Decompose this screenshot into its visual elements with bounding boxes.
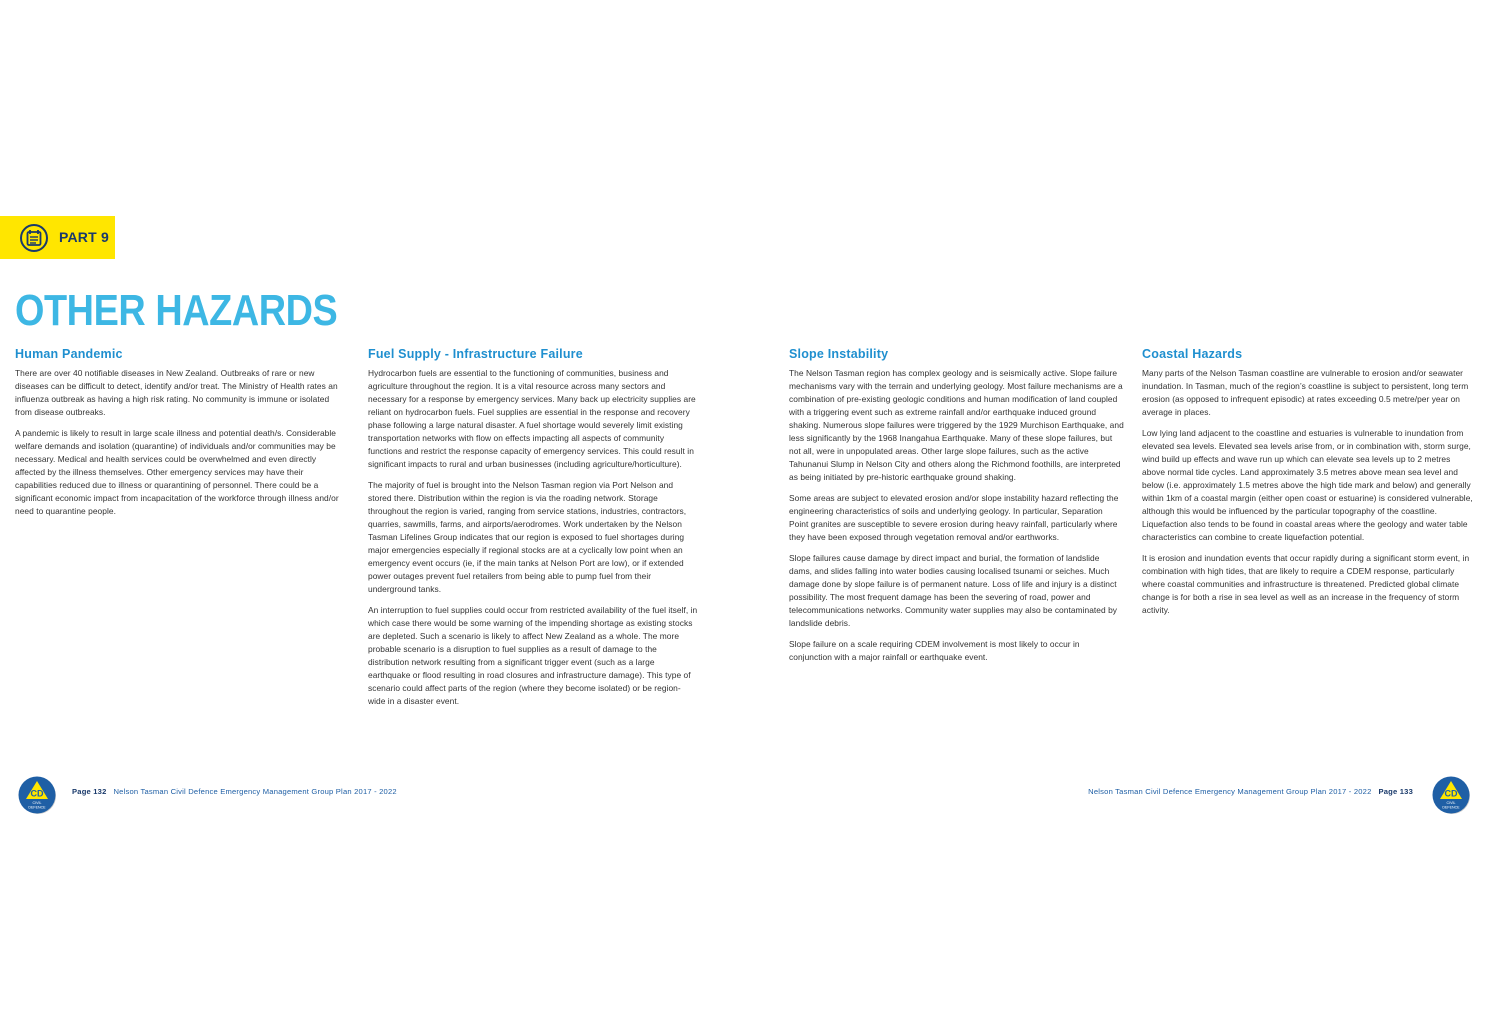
page-title: OTHER HAZARDS bbox=[15, 286, 338, 335]
footer-left bbox=[72, 787, 397, 796]
paragraph: Low lying land adjacent to the coastline and estuaries is vulnerable to inundation from elevated sea levels. Elevated sea levels arise from, or in combination with, storm surge, wind build up effects and wave run up which can elevate sea levels up to 2 metres above normal tide cycles. Land approximately 3.5 metres above mean sea level and below (i.e. approximately 1.5 metres above the high tide mark and below) and generally within 1km of a coastal margin (either open coast or estuarine) is considered vulnerable, although this would be influenced by the particular topography of the coastline. Liquefaction also tends to be found in coastal areas where the geology and water table characteristics can combine to create liquefaction potential. bbox=[1142, 428, 1473, 542]
footer-right bbox=[1088, 787, 1413, 796]
paragraph: Slope failures cause damage by direct impact and burial, the formation of landslide dams, and slides falling into water bodies causing localised tsunami or seiches. Much damage done by slope failure is of permanent nature. Loss of life and injury is a distinct possibility. The most frequent damage has been the severing of road, power and telecommunications networks. Community water supplies may also be contaminated by landslide debris. bbox=[789, 553, 1118, 628]
section-heading: Fuel Supply - Infrastructure Failure bbox=[368, 347, 583, 361]
footer-doc-title: Nelson Tasman Civil Defence Emergency Management Group Plan 2017 - 2022 bbox=[1088, 787, 1372, 796]
section-heading: Slope Instability bbox=[789, 347, 889, 361]
civil-defence-logo-icon bbox=[17, 775, 57, 815]
paragraph: It is erosion and inundation events that occur rapidly during a significant storm event, in combination with high tides, that are likely to require a CDEM response, particularly where coastal communities and infrastructure is threatened. Predicted global climate change is for both a rise in sea level as well as an increase in the frequency of storm activity. bbox=[1142, 553, 1470, 615]
section-heading: Human Pandemic bbox=[15, 347, 123, 361]
paragraph: Hydrocarbon fuels are essential to the functioning of communities, business and agriculture throughout the region. It is a vital resource across many sectors and necessary for a response by emergency services. Many back up electricity supplies are reliant on hydrocarbon fuels. Fuel supplies are essential in the response and recovery phase following a large natural disaster. A fuel shortage would severely limit existing transportation networks with flow on effects impacting all aspects of community functions and restrict the response capacity of emergency services. This could result in significant impacts to rural and urban businesses (including agriculture/horticulture). bbox=[368, 368, 696, 469]
paragraph: Some areas are subject to elevated erosion and/or slope instability hazard reflecting the engineering characteristics of soils and underlying geology. In particular, Separation Point granites are susceptible to severe erosion during heavy rainfall, particularly where they have been exposed through vegetation removal and/or earthworks. bbox=[789, 493, 1119, 542]
paragraph: An interruption to fuel supplies could occur from restricted availability of the fuel itself, in which case there would be some warning of the impending shortage as existing stocks are depleted. Such a scenario is likely to affect New Zealand as a whole. The more probable scenario is a disruption to fuel supplies as a result of damage to the distribution network resulting from a significant trigger event (such as a large earthquake or flood resulting in road closures and infrastructure damage). This type of scenario could affect parts of the region (where they become isolated) or be region-wide in a disaster event. bbox=[368, 605, 698, 706]
document-list-icon bbox=[20, 224, 48, 252]
paragraph: The majority of fuel is brought into the Nelson Tasman region via Port Nelson and stored there. Distribution within the region is via the roading network. Storage throughout the region is varied, ranging from service stations, industries, contractors, quarries, sawmills, farms, and airports/aerodromes. Work undertaken by the Nelson Tasman Lifelines Group indicates that our region is exposed to fuel shortages during major emergencies especially if regional stocks are at a cyclically low point when an emergency event occurs (ie, if the main tanks at Nelson Port are low), or if extended power outages prevent fuel retailers from being able to pump fuel from their underground tanks. bbox=[368, 480, 687, 594]
svg-text:CIVIL: CIVIL bbox=[32, 801, 42, 805]
paragraph: There are over 40 notifiable diseases in New Zealand. Outbreaks of rare or new diseases can be difficult to detect, identify and/or treat. The Ministry of Health rates an influenza outbreak as having a high risk rating. No community is immune or isolated from disease outbreaks. bbox=[15, 368, 338, 417]
paragraph: The Nelson Tasman region has complex geology and is seismically active. Slope failure mechanisms vary with the terrain and underlying geology. Most failure mechanisms are a combination of pre-existing geologic conditions and human modification of land coupled with a triggering event such as extreme rainfall and/or earthquake induced ground shaking. Numerous slope failures were triggered by the 1929 Murchison Earthquake, and less significantly by the 1968 Inangahua Earthquake. Many of these slope failures, but not all, were in unpopulated areas. Other large slope failures, such as the active Tahunanui Slump in Nelson City and others along the Richmond foothills, are interpreted as being initiated by pre-historic earthquake ground shaking. bbox=[789, 368, 1124, 482]
section-coastal-hazards bbox=[1142, 347, 1474, 625]
section-slope-instability bbox=[789, 347, 1124, 672]
svg-text:DEFENCE: DEFENCE bbox=[1442, 805, 1460, 810]
paragraph: Many parts of the Nelson Tasman coastline are vulnerable to erosion and/or seawater inundation. In Tasman, much of the region’s coastline is subject to persistent, long term erosion (as opposed to infrequent episodic) at rates exceeding 0.5 metre/per year on average in places. bbox=[1142, 368, 1469, 417]
section-fuel-supply bbox=[368, 347, 698, 716]
footer-doc-title: Nelson Tasman Civil Defence Emergency Management Group Plan 2017 - 2022 bbox=[113, 787, 397, 796]
svg-text:CD: CD bbox=[1444, 788, 1458, 799]
svg-text:CD: CD bbox=[30, 788, 44, 799]
paragraph: A pandemic is likely to result in large scale illness and potential death/s. Considerable welfare demands and isolation (quarantine) of individuals and/or communities may be necessary. Medical and health services could be overwhelmed and even directly affected by the illness themselves. Other emergency services may have their capabilities reduced due to illness or quarantining of personnel. There could be a significant economic impact from incapacitation of the workforce through illness and/or need to quarantine people. bbox=[15, 428, 339, 516]
part-tab bbox=[0, 216, 115, 259]
section-heading: Coastal Hazards bbox=[1142, 347, 1243, 361]
page-number: Page 132 bbox=[72, 787, 107, 796]
section-human-pandemic bbox=[15, 347, 345, 526]
part-label: PART 9 bbox=[59, 229, 109, 245]
svg-text:CIVIL: CIVIL bbox=[1446, 801, 1456, 805]
page-number: Page 133 bbox=[1378, 787, 1413, 796]
svg-text:DEFENCE: DEFENCE bbox=[28, 805, 46, 810]
civil-defence-logo-icon bbox=[1431, 775, 1471, 815]
paragraph: Slope failure on a scale requiring CDEM involvement is most likely to occur in conjunction with a major rainfall or earthquake event. bbox=[789, 639, 1080, 662]
